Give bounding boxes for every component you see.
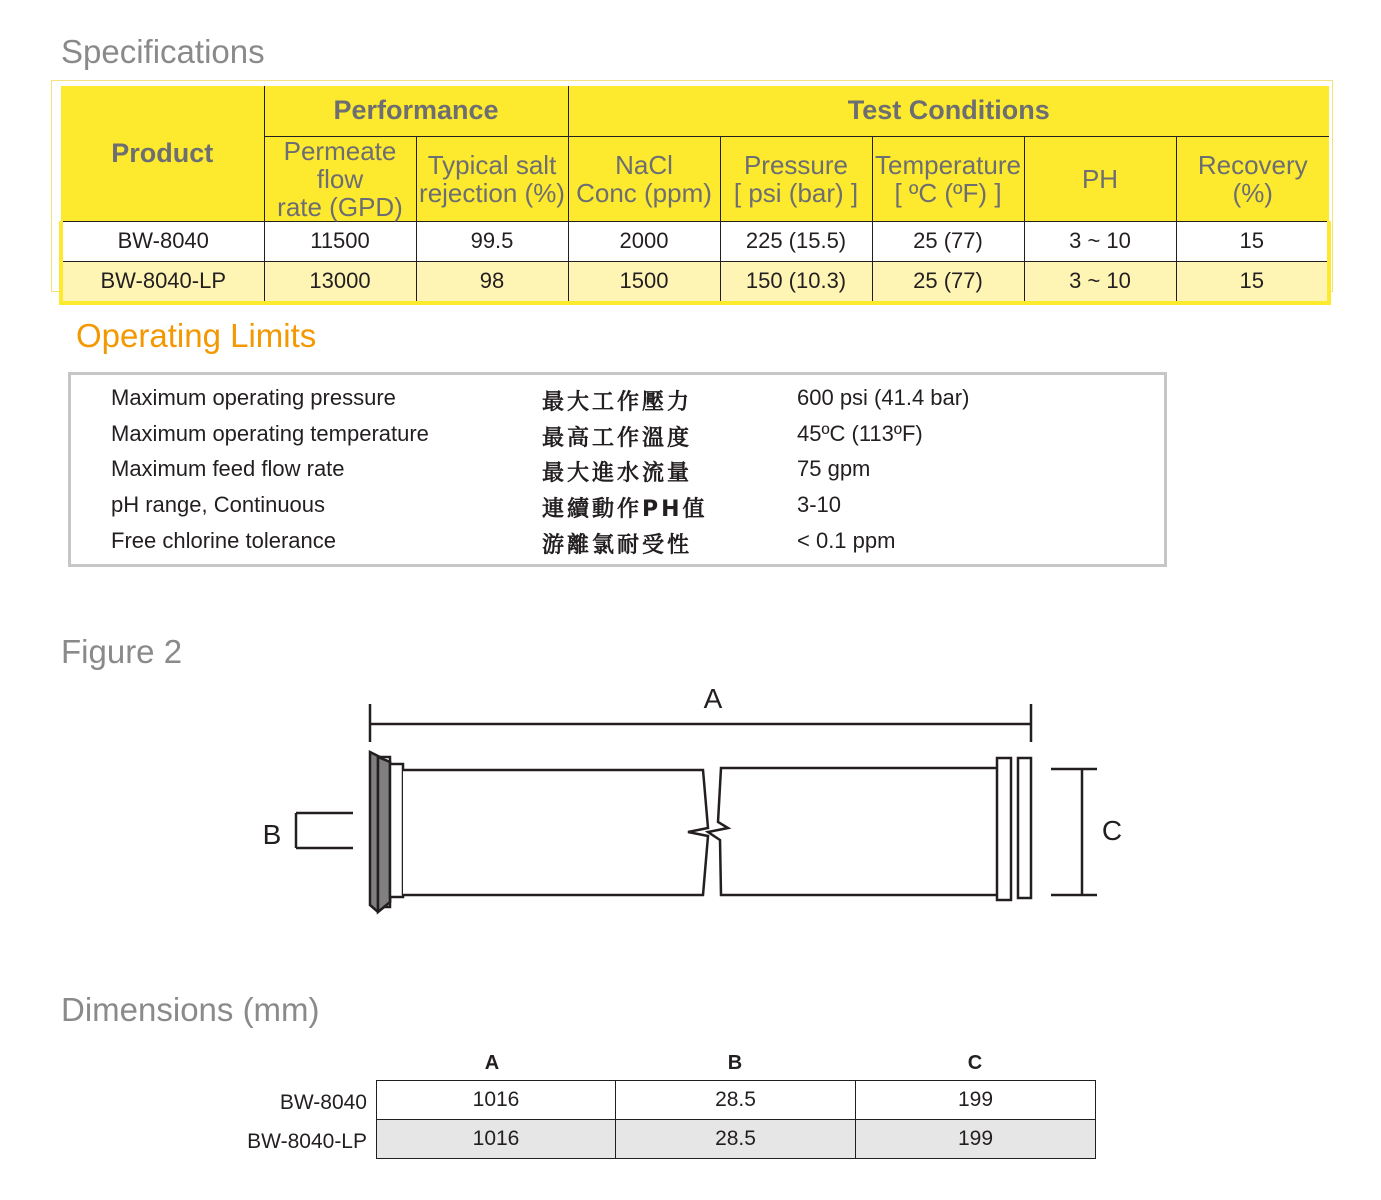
dimension-cell: 199 bbox=[856, 1081, 1096, 1120]
column-header: Typical salt rejection (%) bbox=[416, 136, 568, 221]
table-row bbox=[61, 221, 1329, 261]
column-header: Temperature [ ºC (ºF) ] bbox=[872, 136, 1024, 221]
limit-label: Free chlorine tolerance bbox=[111, 528, 337, 553]
limit-label-zh: 游離氯耐受性 bbox=[542, 533, 693, 558]
value-cell: 225 (15.5) bbox=[720, 221, 872, 261]
table-row bbox=[377, 1120, 1096, 1159]
value-cell: 15 bbox=[1176, 261, 1329, 303]
value-cell: 150 (10.3) bbox=[720, 261, 872, 303]
value-cell: 98 bbox=[416, 261, 568, 303]
dimension-cell: 199 bbox=[856, 1120, 1096, 1159]
value-cell: 3 ~ 10 bbox=[1024, 261, 1176, 303]
dimension-cell: 28.5 bbox=[616, 1120, 856, 1159]
value-cell: 1500 bbox=[568, 261, 720, 303]
column-header: NaCl Conc (ppm) bbox=[568, 136, 720, 221]
limit-label-zh: 最大工作壓力 bbox=[542, 390, 693, 415]
column-header: PH bbox=[1024, 136, 1176, 221]
dimension-cell: 28.5 bbox=[616, 1081, 856, 1120]
limit-value: 600 psi (41.4 bar) bbox=[797, 385, 970, 410]
product-cell: BW-8040 bbox=[61, 221, 264, 261]
dimension-cell: 1016 bbox=[377, 1120, 616, 1159]
table-row bbox=[377, 1081, 1096, 1120]
membrane-element-diagram bbox=[0, 670, 1381, 930]
value-cell: 99.5 bbox=[416, 221, 568, 261]
limit-label-zh: 最高工作溫度 bbox=[542, 426, 693, 451]
performance-header: Performance bbox=[264, 86, 568, 136]
value-cell: 15 bbox=[1176, 221, 1329, 261]
value-cell: 3 ~ 10 bbox=[1024, 221, 1176, 261]
anti-telescoping-ring bbox=[390, 764, 403, 897]
value-cell: 11500 bbox=[264, 221, 416, 261]
limit-label-zh: 連續動作PH值 bbox=[542, 497, 708, 522]
limit-label: Maximum feed flow rate bbox=[111, 456, 345, 481]
limit-value: 75 gpm bbox=[797, 456, 871, 481]
figure-title: Figure 2 bbox=[61, 633, 183, 670]
dimensions-table bbox=[376, 1080, 1096, 1159]
limit-label: Maximum operating temperature bbox=[111, 421, 429, 446]
end-ring-right bbox=[997, 758, 1011, 900]
dimension-product-label: BW-8040-LP bbox=[247, 1130, 367, 1153]
limit-label-zh: 最大進水流量 bbox=[542, 461, 693, 486]
product-cell: BW-8040-LP bbox=[61, 261, 264, 303]
dimension-header-c: C bbox=[967, 1052, 983, 1074]
dimension-product-label: BW-8040 bbox=[279, 1091, 367, 1114]
operating-limits-title: Operating Limits bbox=[76, 317, 317, 354]
value-cell: 13000 bbox=[264, 261, 416, 303]
value-cell: 25 (77) bbox=[872, 261, 1024, 303]
table-row bbox=[61, 261, 1329, 303]
column-header: Permeate flow rate (GPD) bbox=[264, 136, 416, 221]
end-ring-right-outer bbox=[1018, 758, 1031, 898]
dimension-header-a: A bbox=[484, 1052, 500, 1074]
element-body-right bbox=[708, 768, 997, 895]
dimension-b-label: B bbox=[262, 819, 282, 850]
product-header: Product bbox=[61, 86, 264, 221]
limit-value: 45ºC (113ºF) bbox=[797, 421, 923, 446]
test-conditions-header: Test Conditions bbox=[568, 86, 1329, 136]
limit-label: pH range, Continuous bbox=[111, 492, 326, 517]
value-cell: 2000 bbox=[568, 221, 720, 261]
dimension-cell: 1016 bbox=[377, 1081, 616, 1120]
specifications-title: Specifications bbox=[61, 33, 265, 70]
dimension-header-b: B bbox=[727, 1052, 743, 1074]
dimension-c-label: C bbox=[1101, 815, 1123, 846]
dimension-a-label: A bbox=[703, 683, 723, 714]
column-header: Recovery (%) bbox=[1176, 136, 1329, 221]
element-body-left bbox=[403, 770, 708, 895]
limit-value: < 0.1 ppm bbox=[797, 528, 896, 553]
limit-label: Maximum operating pressure bbox=[111, 385, 396, 410]
column-header: Pressure [ psi (bar) ] bbox=[720, 136, 872, 221]
limit-value: 3-10 bbox=[797, 492, 842, 517]
dimensions-title: Dimensions (mm) bbox=[61, 991, 320, 1028]
specifications-table bbox=[59, 86, 1331, 305]
value-cell: 25 (77) bbox=[872, 221, 1024, 261]
